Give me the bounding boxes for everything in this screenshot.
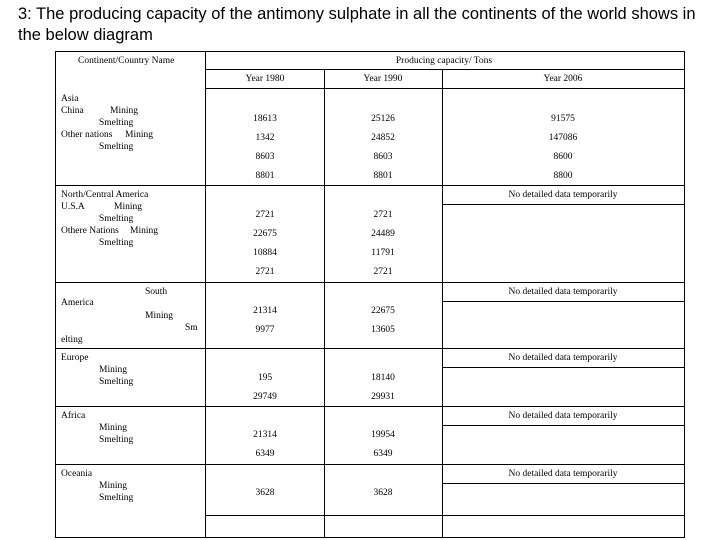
asia-value: 24852 (371, 133, 395, 143)
africa-value: 21314 (253, 430, 277, 440)
sa-value: 22675 (371, 306, 395, 316)
europe-label: Europe (61, 353, 89, 363)
asia-china-mining-label: Mining (110, 106, 138, 116)
sa-label-america: America (61, 298, 94, 308)
oceania-value: 3628 (255, 488, 275, 498)
africa-value: 19954 (371, 430, 395, 440)
na-usa-label: U.S.A (61, 202, 85, 212)
na-value: 2721 (373, 210, 393, 220)
na-value: 10884 (253, 248, 277, 258)
asia-value: 8600 (553, 152, 573, 162)
sa-value: 9977 (255, 325, 275, 335)
asia-value: 8603 (373, 152, 393, 162)
sa-note: No detailed data temporarily (508, 287, 618, 297)
asia-value: 1342 (255, 133, 275, 143)
asia-other-label: Other nations (61, 130, 113, 140)
oceania-smelting-label: Smelting (99, 493, 134, 503)
oceania-note: No detailed data temporarily (508, 469, 618, 479)
africa-value: 6349 (255, 449, 275, 459)
page-title: 3: The producing capacity of the antimony sulphate in all the continents of the world shows in the below diagram (18, 5, 696, 44)
sa-label-south: South (145, 287, 168, 297)
sa-value: 13605 (371, 325, 395, 335)
header-year-2006: Year 2006 (543, 74, 583, 84)
asia-other-mining-label: Mining (125, 130, 153, 140)
asia-value: 8801 (255, 171, 275, 181)
asia-china-smelting-label: Smelting (99, 118, 134, 128)
na-value: 2721 (373, 267, 393, 277)
na-other-mining-label: Mining (130, 226, 158, 236)
oceania-label: Oceania (61, 469, 93, 479)
europe-note: No detailed data temporarily (508, 353, 618, 363)
asia-label: Asia (61, 94, 79, 104)
sa-smelting-label-part2: elting (61, 335, 83, 345)
europe-value: 18140 (371, 373, 395, 383)
oceania-mining-label: Mining (99, 481, 127, 491)
europe-value: 29749 (253, 392, 277, 402)
asia-value: 25126 (371, 114, 395, 124)
na-value: 22675 (253, 229, 277, 239)
asia-other-smelting-label: Smelting (99, 142, 134, 152)
africa-label: Africa (61, 411, 86, 421)
header-capacity: Producing capacity/ Tons (395, 56, 493, 66)
sa-value: 21314 (253, 306, 277, 316)
na-note: No detailed data temporarily (508, 190, 618, 200)
na-usa-smelting-label: Smelting (99, 214, 134, 224)
header-year-1990: Year 1990 (363, 74, 403, 84)
na-value: 2721 (255, 267, 275, 277)
na-usa-mining-label: Mining (114, 202, 142, 212)
sa-mining-label: Mining (145, 311, 173, 321)
africa-smelting-label: Smelting (99, 435, 134, 445)
asia-value: 147086 (548, 133, 578, 143)
africa-mining-label: Mining (99, 423, 127, 433)
asia-value: 8801 (373, 171, 393, 181)
na-other-smelting-label: Smelting (99, 238, 134, 248)
europe-value: 29931 (371, 392, 395, 402)
europe-smelting-label: Smelting (99, 377, 134, 387)
header-year-1980: Year 1980 (245, 74, 285, 84)
europe-value: 195 (257, 373, 273, 383)
asia-value: 8603 (255, 152, 275, 162)
asia-value: 91575 (551, 114, 575, 124)
asia-china-label: China (61, 106, 84, 116)
africa-value: 6349 (373, 449, 393, 459)
na-value: 11791 (371, 248, 395, 258)
oceania-value: 3628 (373, 488, 393, 498)
asia-value: 18613 (253, 114, 277, 124)
header-name: Continent/Country Name (78, 56, 175, 66)
africa-note: No detailed data temporarily (508, 411, 618, 421)
na-other-label: Othere Nations (61, 226, 119, 236)
na-label: North/Central America (61, 190, 149, 200)
na-value: 24489 (371, 229, 395, 239)
europe-mining-label: Mining (99, 365, 127, 375)
sa-smelting-label-part1: Sm (185, 323, 198, 333)
asia-value: 8800 (553, 171, 573, 181)
na-value: 2721 (255, 210, 275, 220)
